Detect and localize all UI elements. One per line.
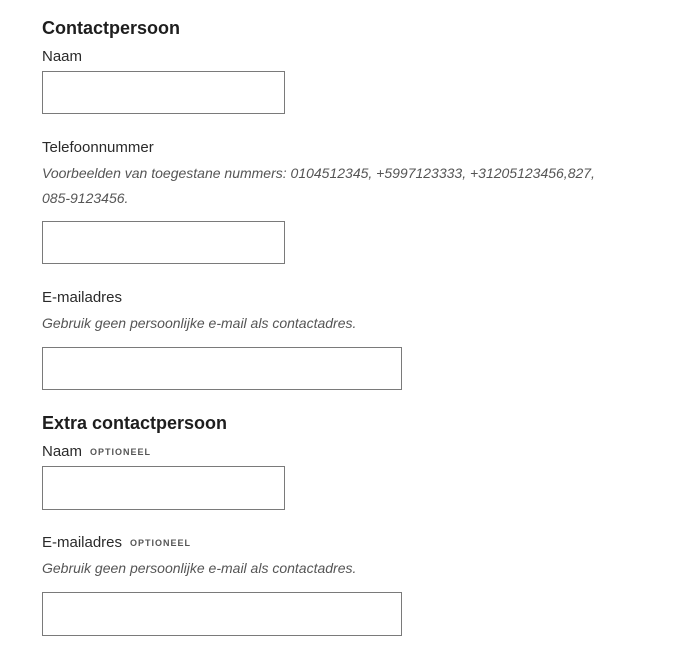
extra-name-input[interactable] — [42, 466, 285, 510]
section-title-contactpersoon: Contactpersoon — [42, 18, 181, 38]
email-label: E-mailadres — [42, 289, 123, 306]
extra-name-label — [42, 443, 151, 460]
optional-badge: OPTIONEEL — [130, 538, 192, 548]
phone-help-text: Voorbeelden van toegestane nummers: 0104512345, +5997123333, +31205123456,827, 085-9123456. — [42, 165, 595, 206]
extra-name-label-text: Naam — [42, 443, 83, 460]
phone-input[interactable] — [42, 221, 285, 264]
optional-badge: OPTIONEEL — [90, 447, 152, 457]
extra-email-input[interactable] — [42, 592, 402, 636]
name-input[interactable] — [42, 71, 285, 114]
extra-email-label — [42, 534, 191, 551]
extra-email-help-text: Gebruik geen persoonlijke e-mail als contactadres. — [42, 560, 357, 576]
email-input[interactable] — [42, 347, 402, 390]
section-title-extra-contactpersoon: Extra contactpersoon — [42, 413, 228, 433]
extra-email-label-text: E-mailadres — [42, 534, 123, 551]
email-help-text: Gebruik geen persoonlijke e-mail als contactadres. — [42, 315, 357, 331]
phone-label: Telefoonnummer — [42, 139, 154, 156]
name-label: Naam — [42, 48, 83, 65]
